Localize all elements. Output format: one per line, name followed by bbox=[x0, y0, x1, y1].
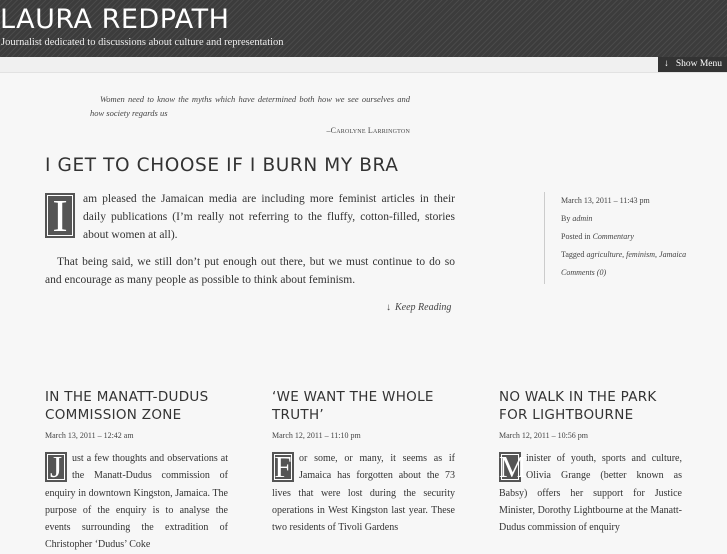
arrow-down-icon: ↓ bbox=[664, 59, 669, 69]
keep-reading-link[interactable] bbox=[386, 302, 451, 313]
card-excerpt bbox=[499, 450, 682, 536]
post-meta bbox=[544, 192, 711, 284]
post-tags-row: Tagged agriculture, feminism, Jamaica bbox=[561, 250, 687, 259]
show-menu-label: Show Menu bbox=[675, 59, 722, 69]
post-paragraph: That being said, we still don’t put enough out there, but we must continue to do so and encourage as many people as possible to think about feminism. bbox=[45, 256, 455, 286]
card-excerpt-text: or some, or many, it seems as if Jamaica has forgotten about the 73 lives that were lost during the security operations in West Kingston last year. These two residents of Tivoli Gardens bbox=[272, 453, 455, 534]
tagged-label: Tagged bbox=[561, 250, 585, 259]
card-excerpt bbox=[45, 450, 228, 554]
site-description: Journalist dedicated to discussions about culture and representation bbox=[1, 37, 284, 48]
post-datetime: March 13, 2011 – 11:43 pm bbox=[561, 196, 650, 205]
post-category-row bbox=[561, 228, 711, 246]
card-date: March 12, 2011 – 10:56 pm bbox=[499, 431, 589, 440]
epigraph-author: –Carolyne Larrington bbox=[326, 126, 410, 135]
post-paragraph-text: am pleased the Jamaican media are including more feminist articles in their daily publications (I’m really not referring to the fluffy, cotton-filled, stories about women at all). bbox=[83, 193, 455, 241]
post-card bbox=[272, 388, 455, 536]
dropcap: M bbox=[499, 449, 527, 484]
dropcap: F bbox=[272, 452, 294, 482]
dropcap: J bbox=[45, 452, 67, 482]
menu-bar bbox=[0, 57, 727, 73]
category-link[interactable]: Commentary bbox=[592, 232, 634, 241]
arrow-down-icon: ↓ bbox=[386, 302, 391, 313]
author-link[interactable]: admin bbox=[572, 214, 593, 223]
post-title[interactable]: I GET TO CHOOSE IF I BURN MY BRA bbox=[45, 155, 399, 176]
tag-link[interactable]: Jamaica bbox=[659, 250, 687, 259]
keep-reading-label: Keep Reading bbox=[395, 302, 452, 313]
tag-link[interactable]: agriculture bbox=[586, 250, 623, 259]
card-date: March 12, 2011 – 11:10 pm bbox=[272, 431, 361, 440]
card-date: March 13, 2011 – 12:42 am bbox=[45, 431, 134, 440]
site-header bbox=[0, 0, 727, 57]
tag-link[interactable]: feminism bbox=[626, 250, 656, 259]
posted-in-label: Posted in bbox=[561, 232, 591, 241]
comments-row bbox=[561, 264, 711, 282]
by-label: By bbox=[561, 214, 571, 223]
post-card bbox=[499, 388, 682, 536]
dropcap: I bbox=[45, 193, 75, 238]
card-excerpt-text: inister of youth, sports and culture, Olivia Grange (better known as Babsy) offers her support for Justice Minister, Dorothy Lightbourne at the Manatt-Dudus commission of enquiry bbox=[499, 453, 682, 534]
card-excerpt-text: ust a few thoughts and observations at the Manatt-Dudus commission of enquiry in downtown Kingston, Jamaica. The purpose of the enquiry is to analyse the events surrounding the extradition of Christopher ‘Dudus’ Coke bbox=[45, 453, 228, 551]
card-excerpt bbox=[272, 450, 455, 536]
post-card bbox=[45, 388, 228, 554]
show-menu-button[interactable] bbox=[658, 57, 727, 72]
comments-link[interactable]: Comments (0) bbox=[561, 268, 607, 277]
post-author-row bbox=[561, 210, 711, 228]
card-title[interactable]: NO WALK IN THE PARK FOR LIGHTBOURNE bbox=[499, 389, 657, 423]
card-title[interactable]: ‘WE WANT THE WHOLE TRUTH’ bbox=[272, 389, 434, 423]
post-body bbox=[45, 190, 455, 298]
epigraph-quote: Women need to know the myths which have determined both how we see ourselves and how society regards us bbox=[90, 94, 410, 118]
site-title[interactable]: LAURA REDPATH bbox=[0, 4, 230, 35]
post-paragraph bbox=[45, 190, 455, 244]
card-title[interactable]: IN THE MANATT-DUDUS COMMISSION ZONE bbox=[45, 389, 209, 423]
